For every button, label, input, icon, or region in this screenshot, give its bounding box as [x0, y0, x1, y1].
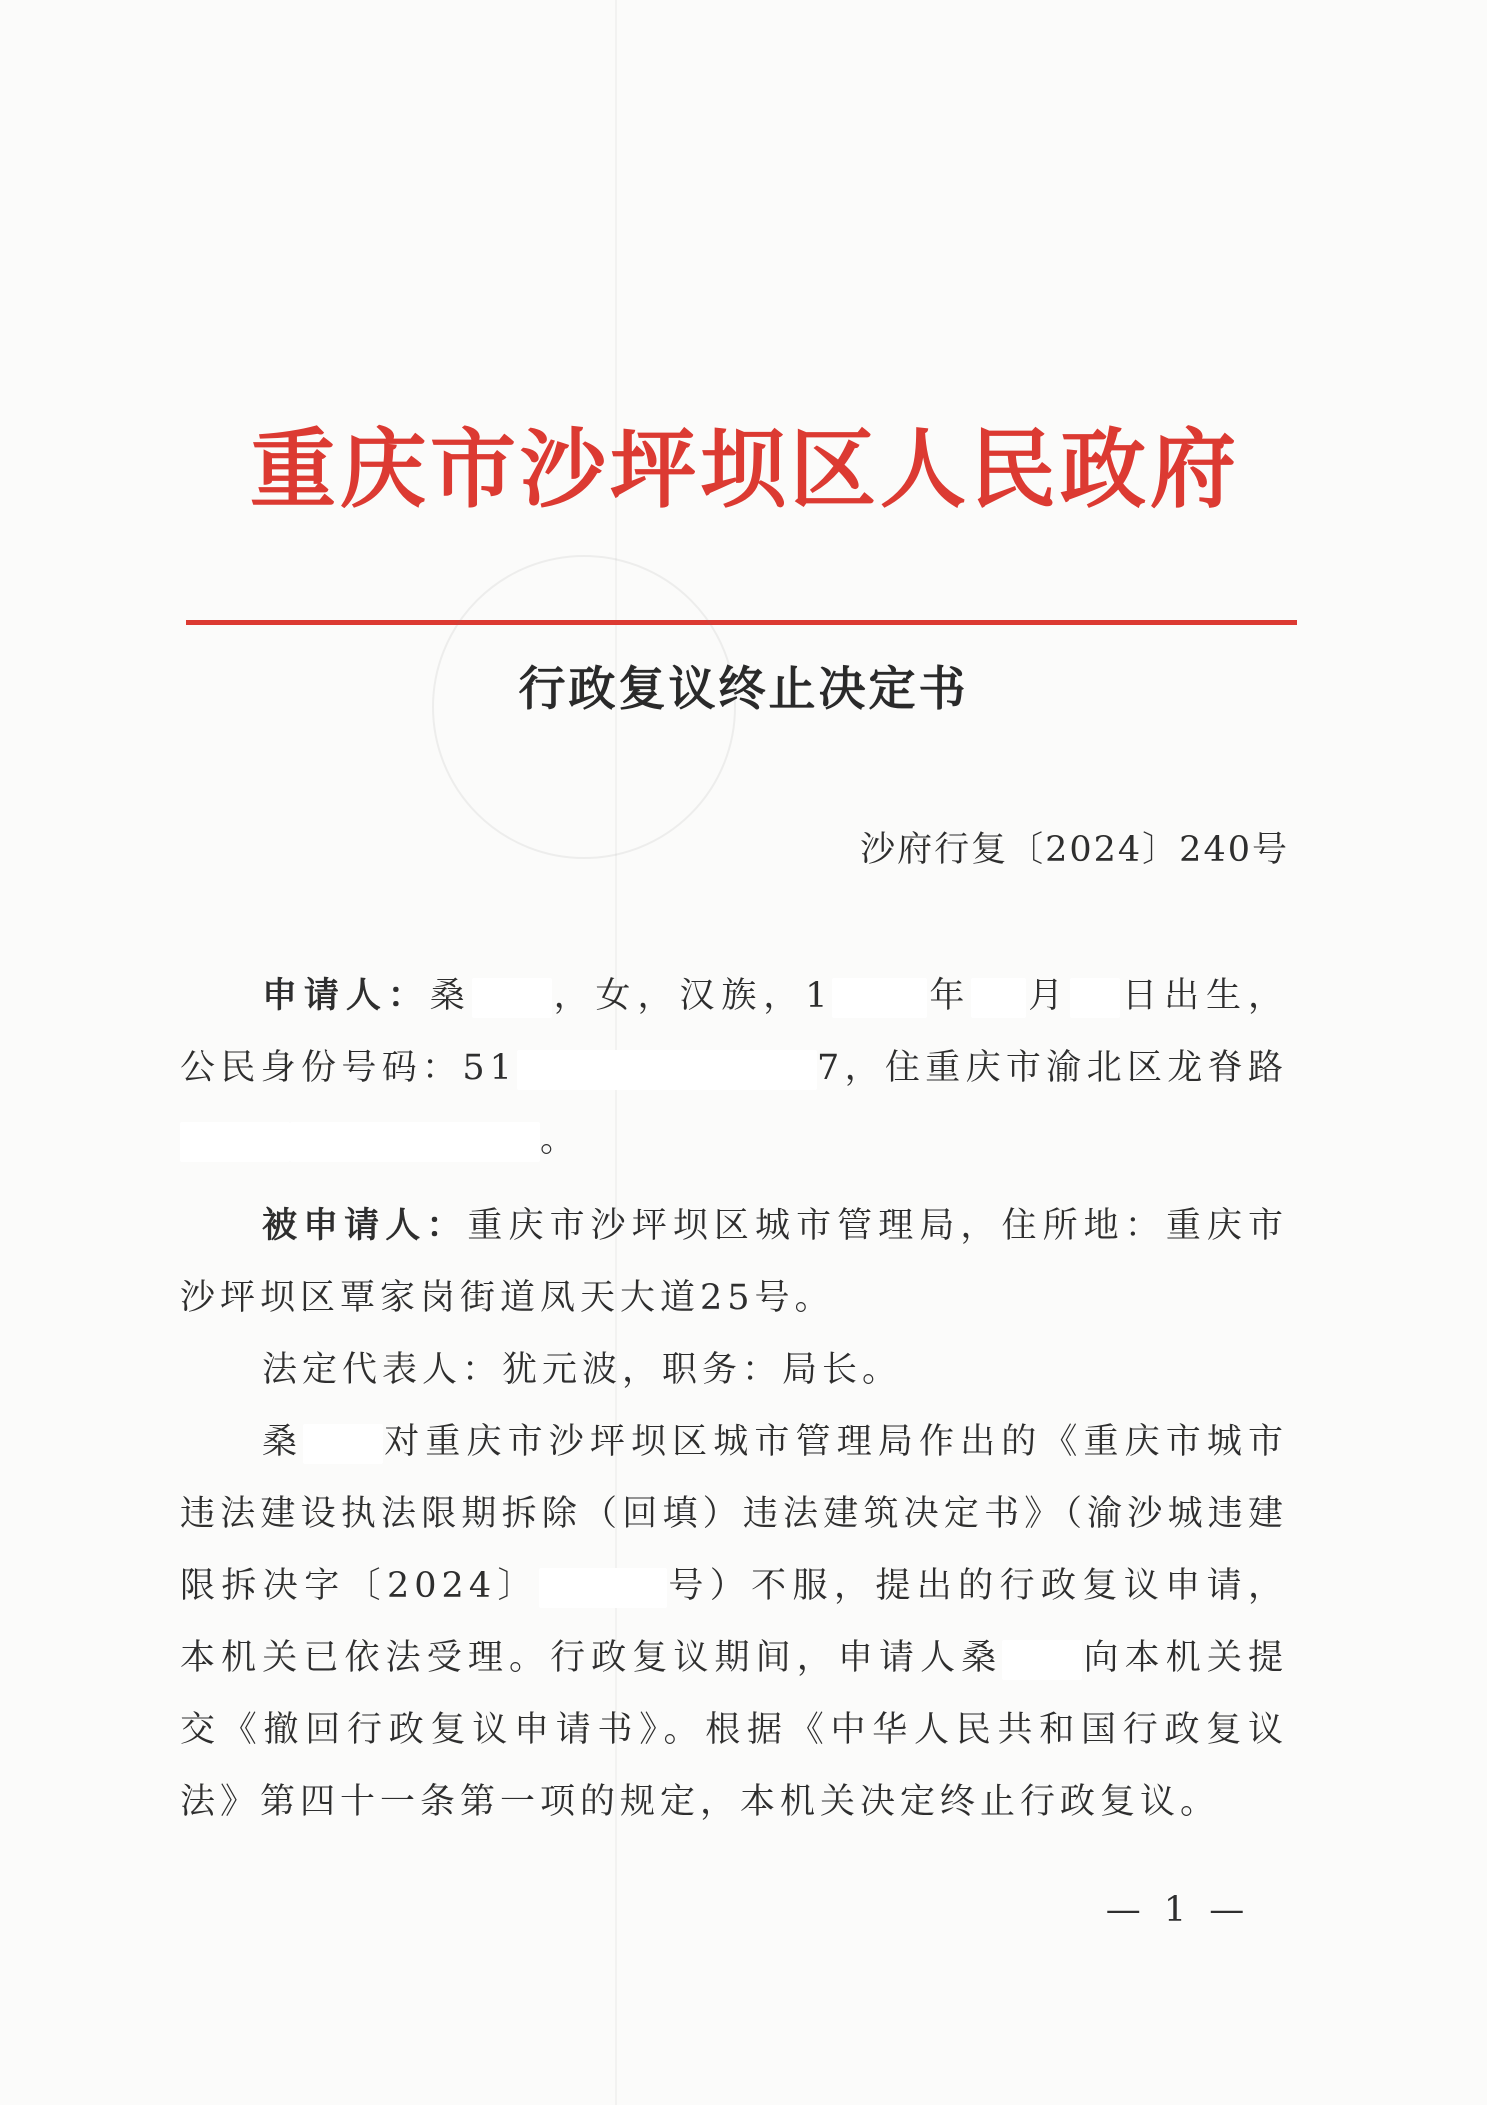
document-number: 沙府行复〔2024〕240号 [860, 830, 1289, 870]
page-number: — 1 — [1105, 1890, 1251, 1930]
respondent-label: 被申请人： [262, 1205, 468, 1246]
decision-name-prefix: 桑 [262, 1422, 304, 1462]
respondent-paragraph [180, 1190, 1288, 1334]
redaction-box [539, 1568, 667, 1608]
redaction-box [180, 1122, 290, 1162]
document-title: 行政复议终止决定书 [518, 662, 969, 717]
redaction-box [971, 978, 1026, 1018]
redaction-box [1002, 1640, 1082, 1680]
redaction-box [517, 1050, 817, 1090]
applicant-paragraph [180, 960, 1288, 1176]
decision-part-1: 对重庆市沙坪坝区城市管理局作出的《重庆市城市违法建设执法限期拆除（回填）违法建筑决定书》（渝沙城违建限拆决字〔2024〕 [180, 1422, 1288, 1606]
applicant-birth-year-prefix: 1 [805, 976, 833, 1016]
respondent-text: 重庆市沙坪坝区城市管理局，住所地：重庆市沙坪坝区覃家岗街道凤天大道25号。 [180, 1206, 1288, 1318]
decision-paragraph [180, 1406, 1288, 1838]
applicant-id-prefix: 51 [462, 1048, 517, 1088]
applicant-name-prefix: 桑 [429, 976, 472, 1016]
redaction-box [290, 1122, 540, 1162]
issuer-header: 重庆市沙坪坝区人民政府 [250, 419, 1240, 520]
applicant-end: 。 [540, 1120, 581, 1160]
red-header-rule [186, 620, 1297, 625]
applicant-sex-ethnicity: ，女，汉族， [551, 976, 806, 1016]
redaction-box [832, 978, 927, 1018]
decision-part-2: 号）不服，提出的行政复议申请，本机关已依法受理。行政复议期间，申请人桑 [180, 1566, 1288, 1678]
redaction-box [472, 978, 552, 1018]
redaction-box [1070, 978, 1120, 1018]
redaction-box [303, 1424, 383, 1464]
applicant-year-label: 年 [927, 976, 972, 1016]
document-body [180, 960, 1288, 1838]
applicant-day-and-id-label: 日出生，公民身份号码： [180, 976, 1288, 1088]
decision-part-3: 向本机关提交《撤回行政复议申请书》。根据《中华人民共和国行政复议法》第四十一条第一项的规定，本机关决定终止行政复议。 [180, 1638, 1288, 1822]
applicant-id-suffix-address: 7，住重庆市渝北区龙脊路 [816, 1048, 1288, 1088]
representative-paragraph: 法定代表人：犹元波，职务：局长。 [262, 1350, 903, 1390]
applicant-month-label: 月 [1026, 976, 1071, 1016]
applicant-label: 申请人： [262, 975, 430, 1016]
